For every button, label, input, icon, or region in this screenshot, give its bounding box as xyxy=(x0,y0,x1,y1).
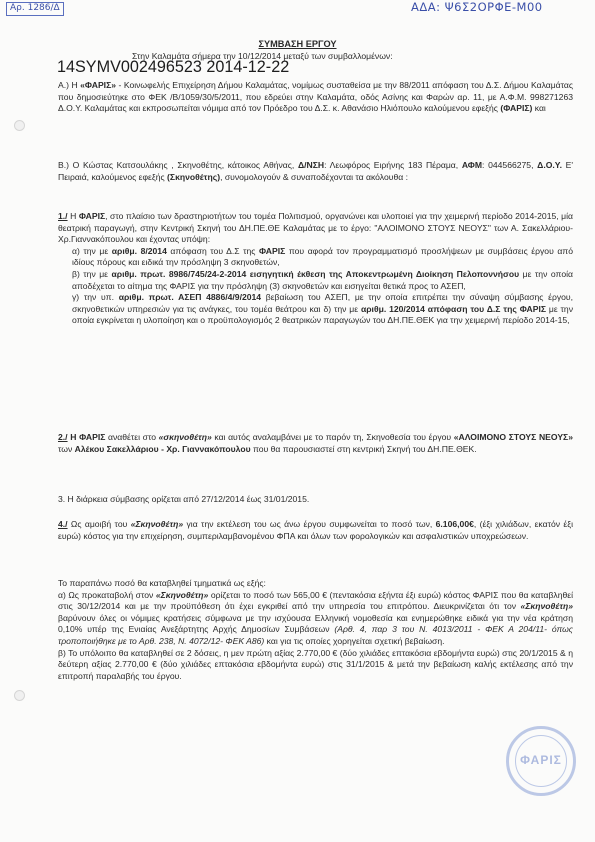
clause-1a-text-end: που αφορά τον προγραμματισμό προσλήψεων με συμβάσεις έργου από ιδίους πόρους και ειδικά την πρόσληψη 3 σκηνοθετών, xyxy=(72,245,574,268)
clause-2-text-4: των xyxy=(58,443,75,454)
clause-1a-text: απόφαση του Δ.Σ της xyxy=(166,245,259,256)
punch-hole-bottom xyxy=(14,690,25,701)
clause-1-text-body: , στο πλαίσιο των δραστηριοτήτων του τομέα Πολιτισμού, οργανώνει και υλοποιεί για την χειμερινή περίοδο 2014-2015, μία θεατρική παραγωγή, στην Κεντρική Σκηνή του ΔΗ.ΠΕ.ΘΕ Καλαμάτας με το έργο: "ΑΛΟΙΜΟΝΟ ΣΤΟΥΣ ΝΕΟΥΣ" των Α. Σακελλάριου-Χρ.Γιαννακόπουλου και έχοντας υπόψη: xyxy=(58,211,573,245)
payment-terms xyxy=(58,578,573,682)
party-a-text: - Κοινωφελής Επιχείρηση Δήμου Καλαμάτας, νομίμως συσταθείσα με την 88/2011 απόφαση του Δ.Σ. Δήμου Καλαμάτας που δημοσιεύτηκε στο ΦΕΚ /Β/1059/30/5/2011, που εδρεύει στην Καλαμάτα, οδός Ασίνης και Φαρών αρ. 11, με Α.Φ.Μ. 998271263 Δ.Ο.Υ. Καλαμάτας και εκπροσωπείται νόμιμα από τον Πρόεδρο του Δ.Σ. κ. Αθανάσιο Ηλιόπουλο καλούμενου εφεξής xyxy=(58,80,574,114)
punch-hole-top xyxy=(14,120,25,131)
clause-1-number: 1./ xyxy=(58,211,68,221)
payment-a-director-2: «Σκηνοθέτη» xyxy=(520,601,573,612)
party-a-name: «ΦΑΡΙΣ» xyxy=(80,80,117,90)
clause-3 xyxy=(58,494,573,506)
party-b-text-end: , συνομολογούν & συναποδέχονται τα ακόλουθα : xyxy=(220,171,408,182)
clause-1c-pre: γ) την υπ. xyxy=(72,292,119,303)
clause-1d-text: με την οποία εγκρίνεται η υλοποίηση και ο προϋπολογισμός 2 θεατρικών παραγωγών του ΔΗ.ΠΕ.ΘΕΚ για την χειμερινή περίοδο 2014-15, xyxy=(72,303,574,326)
party-a-paragraph xyxy=(58,80,573,115)
party-a-short: (ΦΑΡΙΣ) xyxy=(500,103,533,114)
clause-3-text: 3. Η διάρκεια σύμβασης ορίζεται από 27/12/2014 έως 31/01/2015. xyxy=(58,494,310,504)
organization-seal xyxy=(506,726,576,796)
seal-inner-ring xyxy=(515,735,567,787)
clause-4-text-3: , (έξι χιλιάδων, εκατόν έξι ευρώ) κόστος για την επιχείρηση, συμπεριλαμβανομένου ΦΠΑ και όλων των φορολογικών και ασφαλιστικών υποχρεώσεων. xyxy=(58,519,573,541)
payment-a-law-ref: (Αρθ. 4, παρ 3 του Ν. 4013/2011 - ΦΕΚ Α 204/11- όπως τροποποιήθηκε με το Αρθ. 238, Ν. 4072/12- ΦΕΚ Α86) xyxy=(58,624,573,646)
clause-1b-text: με την οποία αποδέχεται το αίτημα της ΦΑΡΙΣ για την πρόσληψη (3) σκηνοθετών και εισηγείται θετικά προς το ΑΣΕΠ, xyxy=(72,268,573,291)
clause-2-director: «σκηνοθέτη» xyxy=(158,432,212,442)
party-b-afm-label: ΑΦΜ xyxy=(461,160,483,170)
clause-4-amount: 6.106,00€ xyxy=(435,519,474,529)
payment-b-text: β) Το υπόλοιπο θα καταβληθεί σε 2 δόσεις, η μεν πρώτη αξίας 2.770,00 € (δύο χιλιάδες επτακόσια εβδομήντα ευρώ) στις 20/1/2015 & η δεύτερη αξίας 2.770,00 € (δύο χιλιάδες επτακόσια εβδομήντα ευρώ) στις 31/1/2015 & μετά την βεβαίωση καλής εκτέλεσης από την επιτροπή παραλαβής του έργου. xyxy=(58,647,573,681)
clause-4-director: «Σκηνοθέτη» xyxy=(130,519,184,529)
payment-a-text: α) Ως προκαταβολή στον xyxy=(58,589,156,600)
clause-2-play: «ΑΛΟΙΜΟΝΟ ΣΤΟΥΣ ΝΕΟΥΣ» xyxy=(453,432,573,442)
intro-line: Στην Καλαμάτα σήμερα την 10/12/2014 μεταξύ των συμβαλλομένων: xyxy=(132,51,393,61)
clause-1a-pre: α) την με xyxy=(72,245,112,256)
clause-4 xyxy=(58,519,573,542)
party-b-paragraph xyxy=(58,160,573,183)
payment-a-director: «Σκηνοθέτη» xyxy=(155,589,209,600)
party-a-text-end: και xyxy=(532,103,546,114)
payment-a-text-4: και για τις οποίες χορηγείται σχετική βεβαίωση. xyxy=(264,635,445,646)
clause-4-text: Ως αμοιβή του xyxy=(67,519,131,529)
protocol-number-handwritten: Αρ. 1286/Δ xyxy=(6,2,64,16)
registry-stamp-id: 14SYMV002496523 2014-12-22 xyxy=(57,58,290,76)
ada-code-handwritten: ΑΔΑ: Ψ6Σ2ΟΡΦΕ-Μ00 xyxy=(411,0,543,14)
seal-text: ΦΑΡΙΣ xyxy=(520,753,562,768)
clause-2-number: 2./ xyxy=(58,432,68,442)
party-b-short: (Σκηνοθέτης) xyxy=(167,171,221,182)
clause-1a-bold: αριθμ. 8/2014 xyxy=(111,245,167,256)
document-title: ΣΥΜΒΑΣΗ ΕΡΓΟΥ xyxy=(258,39,337,49)
clause-2-authors: Αλέκου Σακελλάριου - Χρ. Γιαννακόπουλου xyxy=(74,443,251,454)
clause-2-text-3: και αυτός αναλαμβάνει με το παρόν τη, Σκηνοθεσία του έργου xyxy=(211,432,454,442)
clause-4-number: 4./ xyxy=(58,519,68,529)
party-a-prefix: Α.) Η xyxy=(58,80,81,90)
clause-2-text-2: αναθέτει στο xyxy=(105,432,159,442)
payment-a-text-2: ορίζεται το ποσό των 565,00 € (πεντακόσια εξήντα έξι ευρώ) κόστος ΦΑΡΙΣ που θα καταβληθεί στις 30/12/2014 και με την προϋπόθεση ότι έχει εγκριθεί από την υπηρεσία του επιτρόπου. Διευκρινίζεται ότι τον xyxy=(58,589,573,612)
party-b-doy: Ε' Πειραιά, καλούμενος εφεξής xyxy=(58,160,573,182)
clause-1c-bold: αριθμ. πρωτ. ΑΣΕΠ 4886/4/9/2014 xyxy=(118,292,262,303)
clause-1-faris: ΦΑΡΙΣ xyxy=(78,211,106,221)
clause-2 xyxy=(58,432,573,455)
party-b-address: : Λεωφόρος Ειρήνης 183 Πέραμα, xyxy=(324,160,462,170)
clause-1d-pre: δ) την με xyxy=(323,303,361,314)
clause-2-text: Η xyxy=(67,432,80,442)
clause-1b-pre: β) την με xyxy=(72,268,112,279)
payment-a-text-3: βαρύνουν όλες οι νόμιμες κρατήσεις σύμφωνα με την ισχύουσα Ελληνική νομοθεσία και ενημερώθηκε ειδικά για την νέα κράτηση 0,10% υπέρ της Ενιαίας Ανεξάρτητης Αρχής Δημοσίων Συμβάσεων xyxy=(58,612,573,635)
party-b-address-label: Δ/ΝΣΗ xyxy=(297,160,325,170)
clause-1 xyxy=(58,211,573,327)
party-b-afm: : 044566275, xyxy=(482,160,538,170)
clause-2-text-5: που θα παρουσιαστεί στη κεντρική Σκηνή του ΔΗ.ΠΕ.ΘΕΚ. xyxy=(250,443,477,454)
payment-intro: Το παραπάνω ποσό θα καταβληθεί τμηματικά ως εξής: xyxy=(58,578,266,588)
clause-1d-bold: αριθμ. 120/2014 απόφαση του Δ.Σ της ΦΑΡΙΣ xyxy=(360,303,547,314)
clause-1c-text: βεβαίωση του ΑΣΕΠ, με την οποία επιτρέπει την σύναψη σύμβασης έργου, σκηνοθετικών υπηρεσιών για τις ανάγκες, του τομέα θεάτρου και xyxy=(72,292,574,314)
clause-2-faris: ΦΑΡΙΣ xyxy=(79,432,106,442)
party-b-doy-label: Δ.Ο.Υ. xyxy=(537,160,562,170)
clause-4-text-2: για την εκτέλεση του ως άνω έργου συμφωνείται το ποσό των, xyxy=(183,519,436,529)
clause-1b-bold: αριθμ. πρωτ. 8986/745/24-2-2014 εισηγητική έκθεση της Αποκεντρωμένη Διοίκηση Πελοποννήσου xyxy=(111,268,520,279)
clause-1a-faris: ΦΑΡΙΣ xyxy=(258,245,286,256)
party-b-text: Β.) Ο Κώστας Κατσουλάκης , Σκηνοθέτης, κάτοικος Αθήνας, xyxy=(58,160,298,170)
clause-1-text: Η xyxy=(67,211,79,221)
